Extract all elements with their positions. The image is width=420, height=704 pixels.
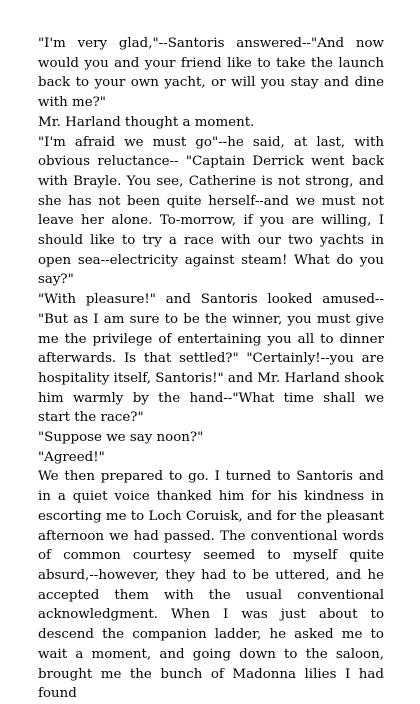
paragraph-suppose-noon: "Suppose we say noon?" (38, 430, 204, 446)
paragraph-santoris-reply: "I'm very glad,"--Santoris answered--"And now would you and your friend like to take the launch back to your own yacht, or will you stay and dine with me?" (38, 36, 384, 111)
paragraph-harland-thought: Mr. Harland thought a moment. (38, 114, 255, 130)
paragraph-harland-reluctance: "I'm afraid we must go"--he said, at last, with obvious reluctance-- "Captain Derrick went back with Brayle. You see, Catherine is not strong, and she has not been quite herself--and we must not leave her alone. To-morrow, if you are willing, I should like to try a race with our two yachts in open sea--electricity against steam! What do you say?" (38, 134, 384, 288)
paragraph-agreed: "Agreed!" (38, 449, 105, 465)
document-page (38, 34, 384, 704)
paragraph-prepared-to-go: We then prepared to go. I turned to Santoris and in a quiet voice thanked him for his kindness in escorting me to Loch Coruisk, and for the pleasant afternoon we had passed. The conventional words of common courtesy seemed to myself quite absurd,--however, they had to be uttered, and he accepted them with the usual conventional acknowledgment. When I was just about to descend the companion ladder, he asked me to wait a moment, and going down to the saloon, brought me the bunch of Madonna lilies I had found (38, 469, 384, 702)
paragraph-santoris-pleasure: "With pleasure!" and Santoris looked amused--"But as I am sure to be the winner, you must give me the privilege of entertaining you all to dinner afterwards. Is that settled?" "Certainly!--you are hospitality itself, Santoris!" and Mr. Harland shook him warmly by the hand--"What time shall we start the race?" (38, 292, 384, 426)
